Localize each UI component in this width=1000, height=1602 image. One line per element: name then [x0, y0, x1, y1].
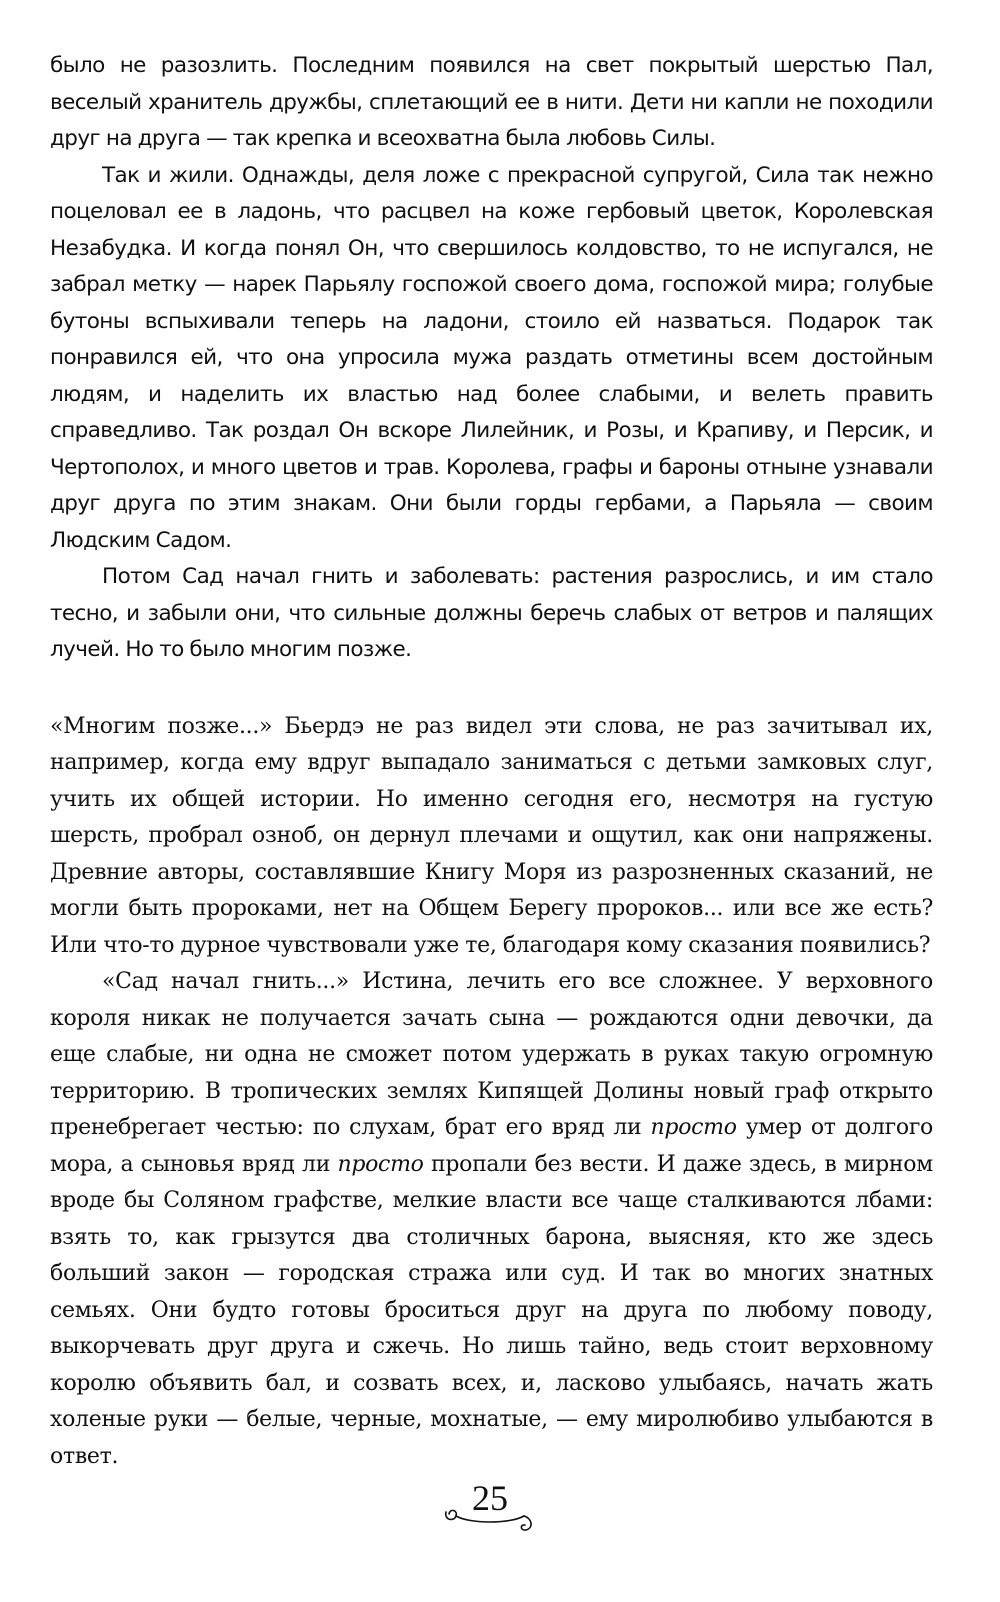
legend-paragraph-2: Так и жили. Однажды, деля ложе с прекрасной супругой, Сила так нежно поцеловал ее в ладонь, что расцвел на коже гербовый цветок, Королевская Незабудка. И когда понял Он, что свершилось колдовство, то не испугался, не забрал метку — нарек Парьялу госпожой своего дома, госпожой мира; голубые бутоны вспыхивали теперь на ладони, стоило ей назваться. Подарок так понравился ей, что она упросила мужа раздать отметины всем достойным людям, и наделить их властью над более слабыми, и велеть править справедливо. Так роздал Он вскоре Лилейник, и Розы, и Крапиву, и Персик, и Чертополох, и много цветов и трав. Королева, графы и бароны отныне узнавали друг друга по этим знакам. Они были горды гербами, а Парьяла — своим Людским Садом. [50, 162, 933, 553]
emphasis-word: просто [650, 1115, 737, 1140]
legend-section [50, 48, 933, 669]
narrative-text: «Сад начал гнить...» Истина, лечить его все сложнее. У верховного короля никак не получается зачать сына — рождаются одни девочки, да еще слабые, ни одна не сможет потом удержать в руках такую огромную территорию. В тропических землях Кипящей Долины новый граф открыто пренебрегает честью: по слухам, брат его вряд ли [50, 969, 933, 1140]
section-break [50, 669, 933, 709]
narrative-text: пропали без вести. И даже здесь, в мирном вроде бы Соляном графстве, мелкие власти все чаще сталкиваются лбами: взять то, как грызутся два столичных барона, выясняя, кто же здесь больший закон — городская стража или суд. И так во многих знатных семьях. Они будто готовы броситься друг на друга по любому поводу, выкорчевать друг друга и сжечь. Но лишь тайно, ведь стоит верховному королю объявить бал, и созвать всех, и, ласково улыбаясь, начать жать холеные руки — белые, черные, мохнатые, — ему миролюбиво улыбаются в ответ. [50, 1151, 933, 1469]
emphasis-word: просто [337, 1151, 424, 1177]
narrative-paragraph-2 [50, 964, 933, 1475]
narrative-text: умер от долгого мора, а сыновья вряд ли [50, 1115, 933, 1177]
page-number: 25 [472, 1478, 508, 1518]
legend-paragraph-3: Потом Сад начал гнить и заболевать: растения разрослись, и им стало тесно, и забыли они, что сильные должны беречь слабых от ветров и палящих лучей. Но то было многим позже. [50, 564, 933, 662]
narrative-paragraph-1: «Многим позже...» Бьердэ не раз видел эти слова, не раз зачитывал их, например, когда ему вдруг выпадало заниматься с детьми замковых слуг, учить их общей истории. Но именно сегодня его, несмотря на густую шерсть, пробрал озноб, он дернул плечами и ощутил, как они напряжены. Древние авторы, составлявшие Книгу Моря из разрозненных сказаний, не могли быть пророками, нет на Общем Берегу пророков... или все же есть? Или что-то дурное чувствовали уже те, благодаря кому сказания появились? [50, 713, 933, 958]
book-page [50, 48, 933, 1475]
legend-paragraph-1: было не разозлить. Последним появился на свет покрытый шерстью Пал, веселый хранитель дружбы, сплетающий ее в нити. Дети ни капли не походили друг на друга — так крепка и всеохватна была любовь Силы. [50, 53, 933, 151]
narrative-section [50, 709, 933, 1476]
page-number-block [440, 1478, 540, 1548]
